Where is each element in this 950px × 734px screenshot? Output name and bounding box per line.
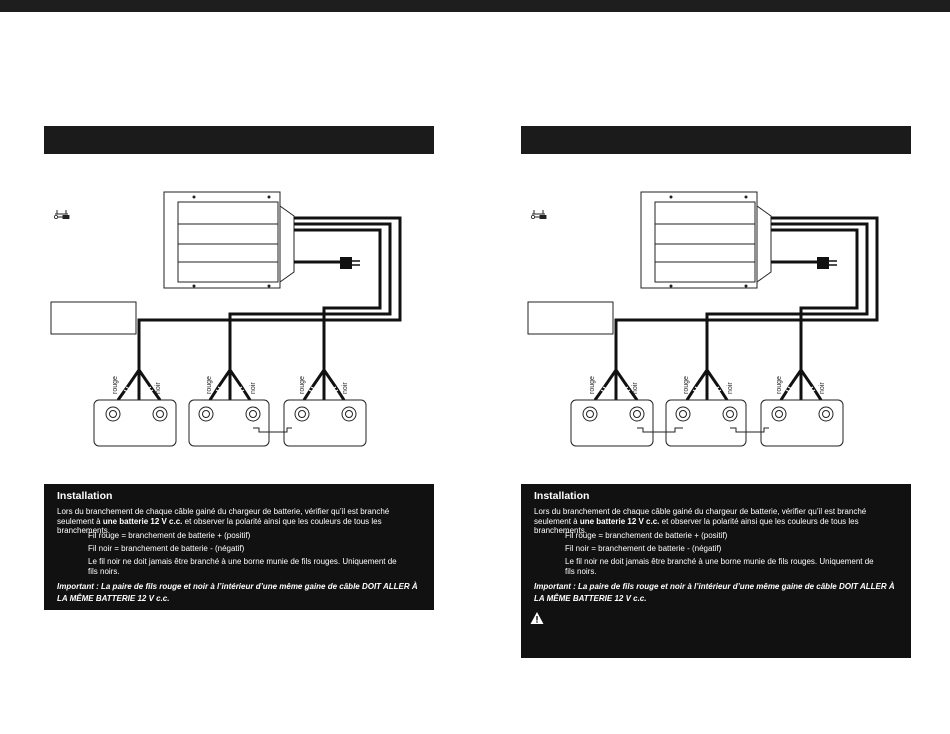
right-title-bar [521,126,911,154]
top-bar [0,0,950,12]
black-wire-line: Fil noir = branchement de batterie - (négatif) [88,544,245,553]
wire-label-black: noir [342,382,349,394]
wire-label-black: noir [819,382,826,394]
battery-symbol-icon [531,210,546,219]
batteries [94,400,366,446]
wire-label-red: rouge [776,376,783,394]
batteries [571,400,843,446]
power-plug-icon [771,257,837,269]
important-note: Important : La paire de fils rouge et noir à l’intérieur d’une même gaine de câble DOIT ALLER À LA MÊME BATTERIE 12 V c.c. [534,582,895,603]
left-title-bar [44,126,434,154]
wire-label-red: rouge [683,376,690,394]
wire-label-black: noir [250,382,257,394]
black-wire-note: Le fil noir ne doit jamais être branché à une borne munie de fils rouges. Uniquement de fils noirs. [88,557,397,576]
black-wire-note: Le fil noir ne doit jamais être branché à une borne munie de fils rouges. Uniquement de fils noirs. [565,557,874,576]
charger-unit [641,192,771,288]
wire-label-black: noir [632,382,639,394]
left-wiring-diagram [44,182,434,452]
red-wire-line: Fil rouge = branchement de batterie + (positif) [88,531,251,540]
wiring-diagram-svg [44,182,434,452]
wiring-diagram-svg [521,182,911,452]
red-wire-line: Fil rouge = branchement de batterie + (positif) [565,531,728,540]
important-note: Important : La paire de fils rouge et noir à l’intérieur d’une même gaine de câble DOIT ALLER À LA MÊME BATTERIE 12 V c.c. [57,582,418,603]
wire-label-red: rouge [299,376,306,394]
warning-triangle-icon [530,611,544,625]
wire-label-red: rouge [589,376,596,394]
label-box [528,302,613,334]
charger-unit [164,192,294,288]
installation-title: Installation [57,490,113,502]
wire-label-black: noir [155,382,162,394]
black-wire-line: Fil noir = branchement de batterie - (négatif) [565,544,722,553]
installation-box [44,484,434,610]
wire-label-red: rouge [112,376,119,394]
installation-intro: Lors du branchement de chaque câble gainé du chargeur de batterie, vérifier qu’il est branché seulement à une batterie 12 V c.c. et observer la polarité ainsi que les couleurs de tous les branchements. [534,507,867,536]
installation-title: Installation [534,490,590,502]
wire-label-black: noir [727,382,734,394]
wire-label-red: rouge [206,376,213,394]
right-wiring-diagram [521,182,911,452]
power-plug-icon [294,257,360,269]
installation-intro: Lors du branchement de chaque câble gainé du chargeur de batterie, vérifier qu’il est branché seulement à une batterie 12 V c.c. et observer la polarité ainsi que les couleurs de tous les branchements. [57,507,390,536]
installation-box [521,484,911,658]
battery-symbol-icon [54,210,69,219]
label-box [51,302,136,334]
